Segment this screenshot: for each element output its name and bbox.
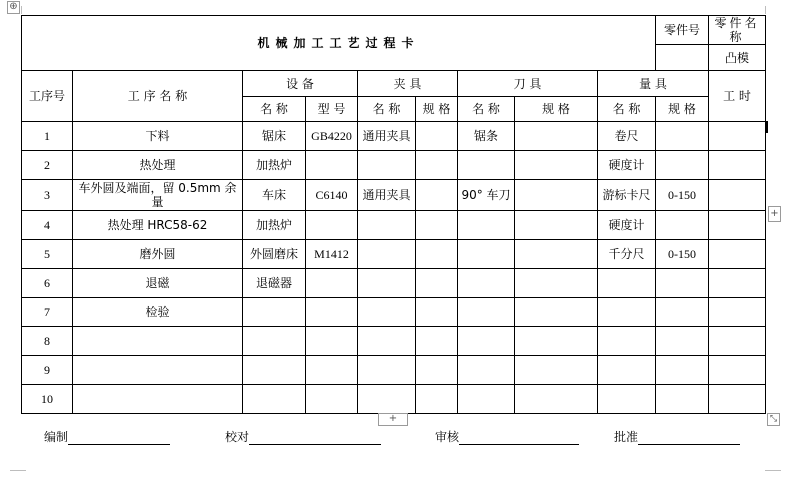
step-no-cell[interactable]: 5 bbox=[22, 240, 73, 269]
gauge-spec-cell[interactable] bbox=[656, 327, 709, 356]
equipment-model-cell[interactable] bbox=[306, 298, 358, 327]
fixture-spec-cell[interactable] bbox=[416, 180, 458, 211]
gauge-name-cell[interactable]: 千分尺 bbox=[598, 240, 656, 269]
col-time: 工 时 bbox=[709, 71, 766, 122]
step-no-cell[interactable]: 3 bbox=[22, 180, 73, 211]
gauge-name-cell[interactable] bbox=[598, 269, 656, 298]
table-row bbox=[22, 151, 766, 180]
step-name-cell[interactable]: 热处理 HRC58-62 bbox=[73, 211, 243, 240]
sign-prepared-line[interactable] bbox=[68, 432, 170, 445]
tool-spec-cell[interactable] bbox=[515, 356, 598, 385]
sign-approved bbox=[614, 428, 740, 445]
work-time-cell[interactable] bbox=[709, 211, 766, 240]
fixture-spec-cell[interactable] bbox=[416, 385, 458, 414]
equipment-model-cell[interactable]: C6140 bbox=[306, 180, 358, 211]
crop-mark bbox=[21, 6, 22, 14]
equipment-name-cell[interactable]: 锯床 bbox=[243, 122, 306, 151]
gauge-name-cell[interactable]: 硬度计 bbox=[598, 211, 656, 240]
gauge-spec-cell[interactable] bbox=[656, 151, 709, 180]
part-no-value[interactable] bbox=[656, 45, 709, 71]
tool-name-cell[interactable] bbox=[458, 269, 515, 298]
gauge-spec-cell[interactable]: 0-150 bbox=[656, 180, 709, 211]
work-time-cell[interactable] bbox=[709, 269, 766, 298]
fixture-name-cell[interactable]: 通用夹具 bbox=[358, 122, 416, 151]
step-no-cell[interactable]: 10 bbox=[22, 385, 73, 414]
work-time-cell[interactable] bbox=[709, 180, 766, 211]
gauge-spec-cell[interactable] bbox=[656, 298, 709, 327]
step-name-cell[interactable]: 磨外圆 bbox=[73, 240, 243, 269]
gauge-spec-cell[interactable] bbox=[656, 269, 709, 298]
fixture-spec-cell[interactable] bbox=[416, 151, 458, 180]
equipment-model-cell[interactable]: GB4220 bbox=[306, 122, 358, 151]
part-no-label: 零件号 bbox=[656, 16, 709, 45]
gauge-spec-cell[interactable] bbox=[656, 385, 709, 414]
part-name-value[interactable]: 凸模 bbox=[709, 45, 766, 71]
table-row bbox=[22, 180, 766, 211]
work-time-cell[interactable] bbox=[709, 327, 766, 356]
tool-name-cell[interactable] bbox=[458, 327, 515, 356]
gauge-name-cell[interactable] bbox=[598, 385, 656, 414]
sign-checked-line[interactable] bbox=[249, 432, 381, 445]
equipment-model-cell[interactable] bbox=[306, 356, 358, 385]
gauge-spec-cell[interactable]: 0-150 bbox=[656, 240, 709, 269]
sign-reviewed-line[interactable] bbox=[459, 432, 579, 445]
table-row bbox=[22, 240, 766, 269]
tool-name-cell[interactable] bbox=[458, 151, 515, 180]
equipment-name-cell[interactable]: 加热炉 bbox=[243, 151, 306, 180]
equipment-name-cell[interactable] bbox=[243, 385, 306, 414]
work-time-cell[interactable] bbox=[709, 122, 766, 151]
crop-mark bbox=[10, 470, 26, 471]
fixture-spec-cell[interactable] bbox=[416, 327, 458, 356]
tool-name-cell[interactable] bbox=[458, 240, 515, 269]
col-gauge: 量 具 bbox=[598, 71, 709, 97]
fixture-spec-cell[interactable] bbox=[416, 298, 458, 327]
tool-name-cell[interactable] bbox=[458, 385, 515, 414]
fixture-name-cell[interactable] bbox=[358, 327, 416, 356]
work-time-cell[interactable] bbox=[709, 298, 766, 327]
sign-checked bbox=[225, 428, 381, 445]
tool-spec-cell[interactable] bbox=[515, 122, 598, 151]
tool-spec-cell[interactable] bbox=[515, 298, 598, 327]
step-no-cell[interactable]: 8 bbox=[22, 327, 73, 356]
step-name-cell[interactable] bbox=[73, 356, 243, 385]
step-name-cell[interactable]: 退磁 bbox=[73, 269, 243, 298]
col-fixture: 夹 具 bbox=[358, 71, 458, 97]
col-eq-name: 名 称 bbox=[243, 97, 306, 122]
fixture-spec-cell[interactable] bbox=[416, 269, 458, 298]
row-end-marker bbox=[766, 121, 768, 133]
col-tl-spec: 规 格 bbox=[515, 97, 598, 122]
step-no-cell[interactable]: 2 bbox=[22, 151, 73, 180]
sign-prepared-label: 编制 bbox=[44, 430, 69, 444]
tool-name-cell[interactable] bbox=[458, 356, 515, 385]
step-name-cell[interactable] bbox=[73, 327, 243, 356]
col-step-no: 工序号 bbox=[22, 71, 73, 122]
gauge-name-cell[interactable] bbox=[598, 356, 656, 385]
equipment-name-cell[interactable] bbox=[243, 327, 306, 356]
tool-name-cell[interactable] bbox=[458, 298, 515, 327]
sign-reviewed bbox=[435, 428, 579, 445]
fixture-spec-cell[interactable] bbox=[416, 356, 458, 385]
col-step-name: 工 序 名 称 bbox=[73, 71, 243, 122]
fixture-name-cell[interactable] bbox=[358, 269, 416, 298]
fixture-name-cell[interactable] bbox=[358, 151, 416, 180]
gauge-name-cell[interactable]: 硬度计 bbox=[598, 151, 656, 180]
fixture-name-cell[interactable] bbox=[358, 385, 416, 414]
equipment-model-cell[interactable] bbox=[306, 211, 358, 240]
step-no-cell[interactable]: 6 bbox=[22, 269, 73, 298]
col-tool: 刀 具 bbox=[458, 71, 598, 97]
tool-name-cell[interactable]: 锯条 bbox=[458, 122, 515, 151]
table-row bbox=[22, 211, 766, 240]
work-time-cell[interactable] bbox=[709, 151, 766, 180]
col-gg-name: 名 称 bbox=[598, 97, 656, 122]
step-name-cell[interactable] bbox=[73, 385, 243, 414]
sign-approved-label: 批准 bbox=[614, 430, 639, 444]
tool-spec-cell[interactable] bbox=[515, 180, 598, 211]
table-row bbox=[22, 269, 766, 298]
tool-spec-cell[interactable] bbox=[515, 151, 598, 180]
col-fx-spec: 规 格 bbox=[416, 97, 458, 122]
tool-spec-cell[interactable] bbox=[515, 385, 598, 414]
gauge-spec-cell[interactable] bbox=[656, 122, 709, 151]
tool-name-cell[interactable]: 90° 车刀 bbox=[458, 180, 515, 211]
col-eq-model: 型 号 bbox=[306, 97, 358, 122]
step-name-cell[interactable]: 下料 bbox=[73, 122, 243, 151]
col-fx-name: 名 称 bbox=[358, 97, 416, 122]
work-time-cell[interactable] bbox=[709, 356, 766, 385]
step-name-cell[interactable]: 车外圆及端面，留 0.5mm 余量 bbox=[73, 180, 243, 211]
equipment-model-cell[interactable]: M1412 bbox=[306, 240, 358, 269]
fixture-name-cell[interactable] bbox=[358, 211, 416, 240]
step-name-cell[interactable]: 检验 bbox=[73, 298, 243, 327]
fixture-name-cell[interactable]: 通用夹具 bbox=[358, 180, 416, 211]
crop-mark bbox=[765, 470, 781, 471]
fixture-name-cell[interactable] bbox=[358, 240, 416, 269]
table-move-handle-icon[interactable]: ⊕ bbox=[7, 1, 20, 14]
gauge-name-cell[interactable] bbox=[598, 327, 656, 356]
sign-reviewed-label: 审核 bbox=[435, 430, 460, 444]
step-no-cell[interactable]: 4 bbox=[22, 211, 73, 240]
table-row bbox=[22, 298, 766, 327]
equipment-name-cell[interactable]: 车床 bbox=[243, 180, 306, 211]
col-gg-spec: 规 格 bbox=[656, 97, 709, 122]
equipment-model-cell[interactable] bbox=[306, 151, 358, 180]
tool-spec-cell[interactable] bbox=[515, 240, 598, 269]
process-rows bbox=[22, 122, 766, 414]
equipment-model-cell[interactable] bbox=[306, 327, 358, 356]
equipment-name-cell[interactable]: 加热炉 bbox=[243, 211, 306, 240]
add-column-icon[interactable]: + bbox=[768, 206, 781, 222]
card-title: 机械加工工艺过程卡 bbox=[22, 16, 656, 71]
equipment-model-cell[interactable] bbox=[306, 269, 358, 298]
add-row-icon[interactable]: + bbox=[378, 413, 408, 426]
fixture-spec-cell[interactable] bbox=[416, 240, 458, 269]
crop-mark bbox=[765, 6, 766, 14]
tool-spec-cell[interactable] bbox=[515, 269, 598, 298]
col-equipment: 设 备 bbox=[243, 71, 358, 97]
sign-prepared bbox=[44, 428, 170, 445]
equipment-name-cell[interactable] bbox=[243, 298, 306, 327]
fixture-name-cell[interactable] bbox=[358, 298, 416, 327]
sign-checked-label: 校对 bbox=[225, 430, 250, 444]
gauge-name-cell[interactable]: 卷尺 bbox=[598, 122, 656, 151]
fixture-spec-cell[interactable] bbox=[416, 122, 458, 151]
table-resize-icon[interactable]: ⤡ bbox=[767, 413, 780, 426]
work-time-cell[interactable] bbox=[709, 240, 766, 269]
tool-name-cell[interactable] bbox=[458, 211, 515, 240]
gauge-spec-cell[interactable] bbox=[656, 211, 709, 240]
tool-spec-cell[interactable] bbox=[515, 327, 598, 356]
equipment-name-cell[interactable] bbox=[243, 356, 306, 385]
table-row bbox=[22, 356, 766, 385]
gauge-spec-cell[interactable] bbox=[656, 356, 709, 385]
gauge-name-cell[interactable] bbox=[598, 298, 656, 327]
step-no-cell[interactable]: 1 bbox=[22, 122, 73, 151]
equipment-name-cell[interactable]: 外圆磨床 bbox=[243, 240, 306, 269]
gauge-name-cell[interactable]: 游标卡尺 bbox=[598, 180, 656, 211]
table-row bbox=[22, 327, 766, 356]
table-row bbox=[22, 122, 766, 151]
process-card-table bbox=[21, 15, 766, 414]
tool-spec-cell[interactable] bbox=[515, 211, 598, 240]
step-no-cell[interactable]: 9 bbox=[22, 356, 73, 385]
part-name-label: 零件名称 bbox=[709, 16, 766, 45]
sign-approved-line[interactable] bbox=[638, 432, 740, 445]
equipment-model-cell[interactable] bbox=[306, 385, 358, 414]
step-no-cell[interactable]: 7 bbox=[22, 298, 73, 327]
fixture-spec-cell[interactable] bbox=[416, 211, 458, 240]
equipment-name-cell[interactable]: 退磁器 bbox=[243, 269, 306, 298]
work-time-cell[interactable] bbox=[709, 385, 766, 414]
table-row bbox=[22, 385, 766, 414]
fixture-name-cell[interactable] bbox=[358, 356, 416, 385]
step-name-cell[interactable]: 热处理 bbox=[73, 151, 243, 180]
col-tl-name: 名 称 bbox=[458, 97, 515, 122]
